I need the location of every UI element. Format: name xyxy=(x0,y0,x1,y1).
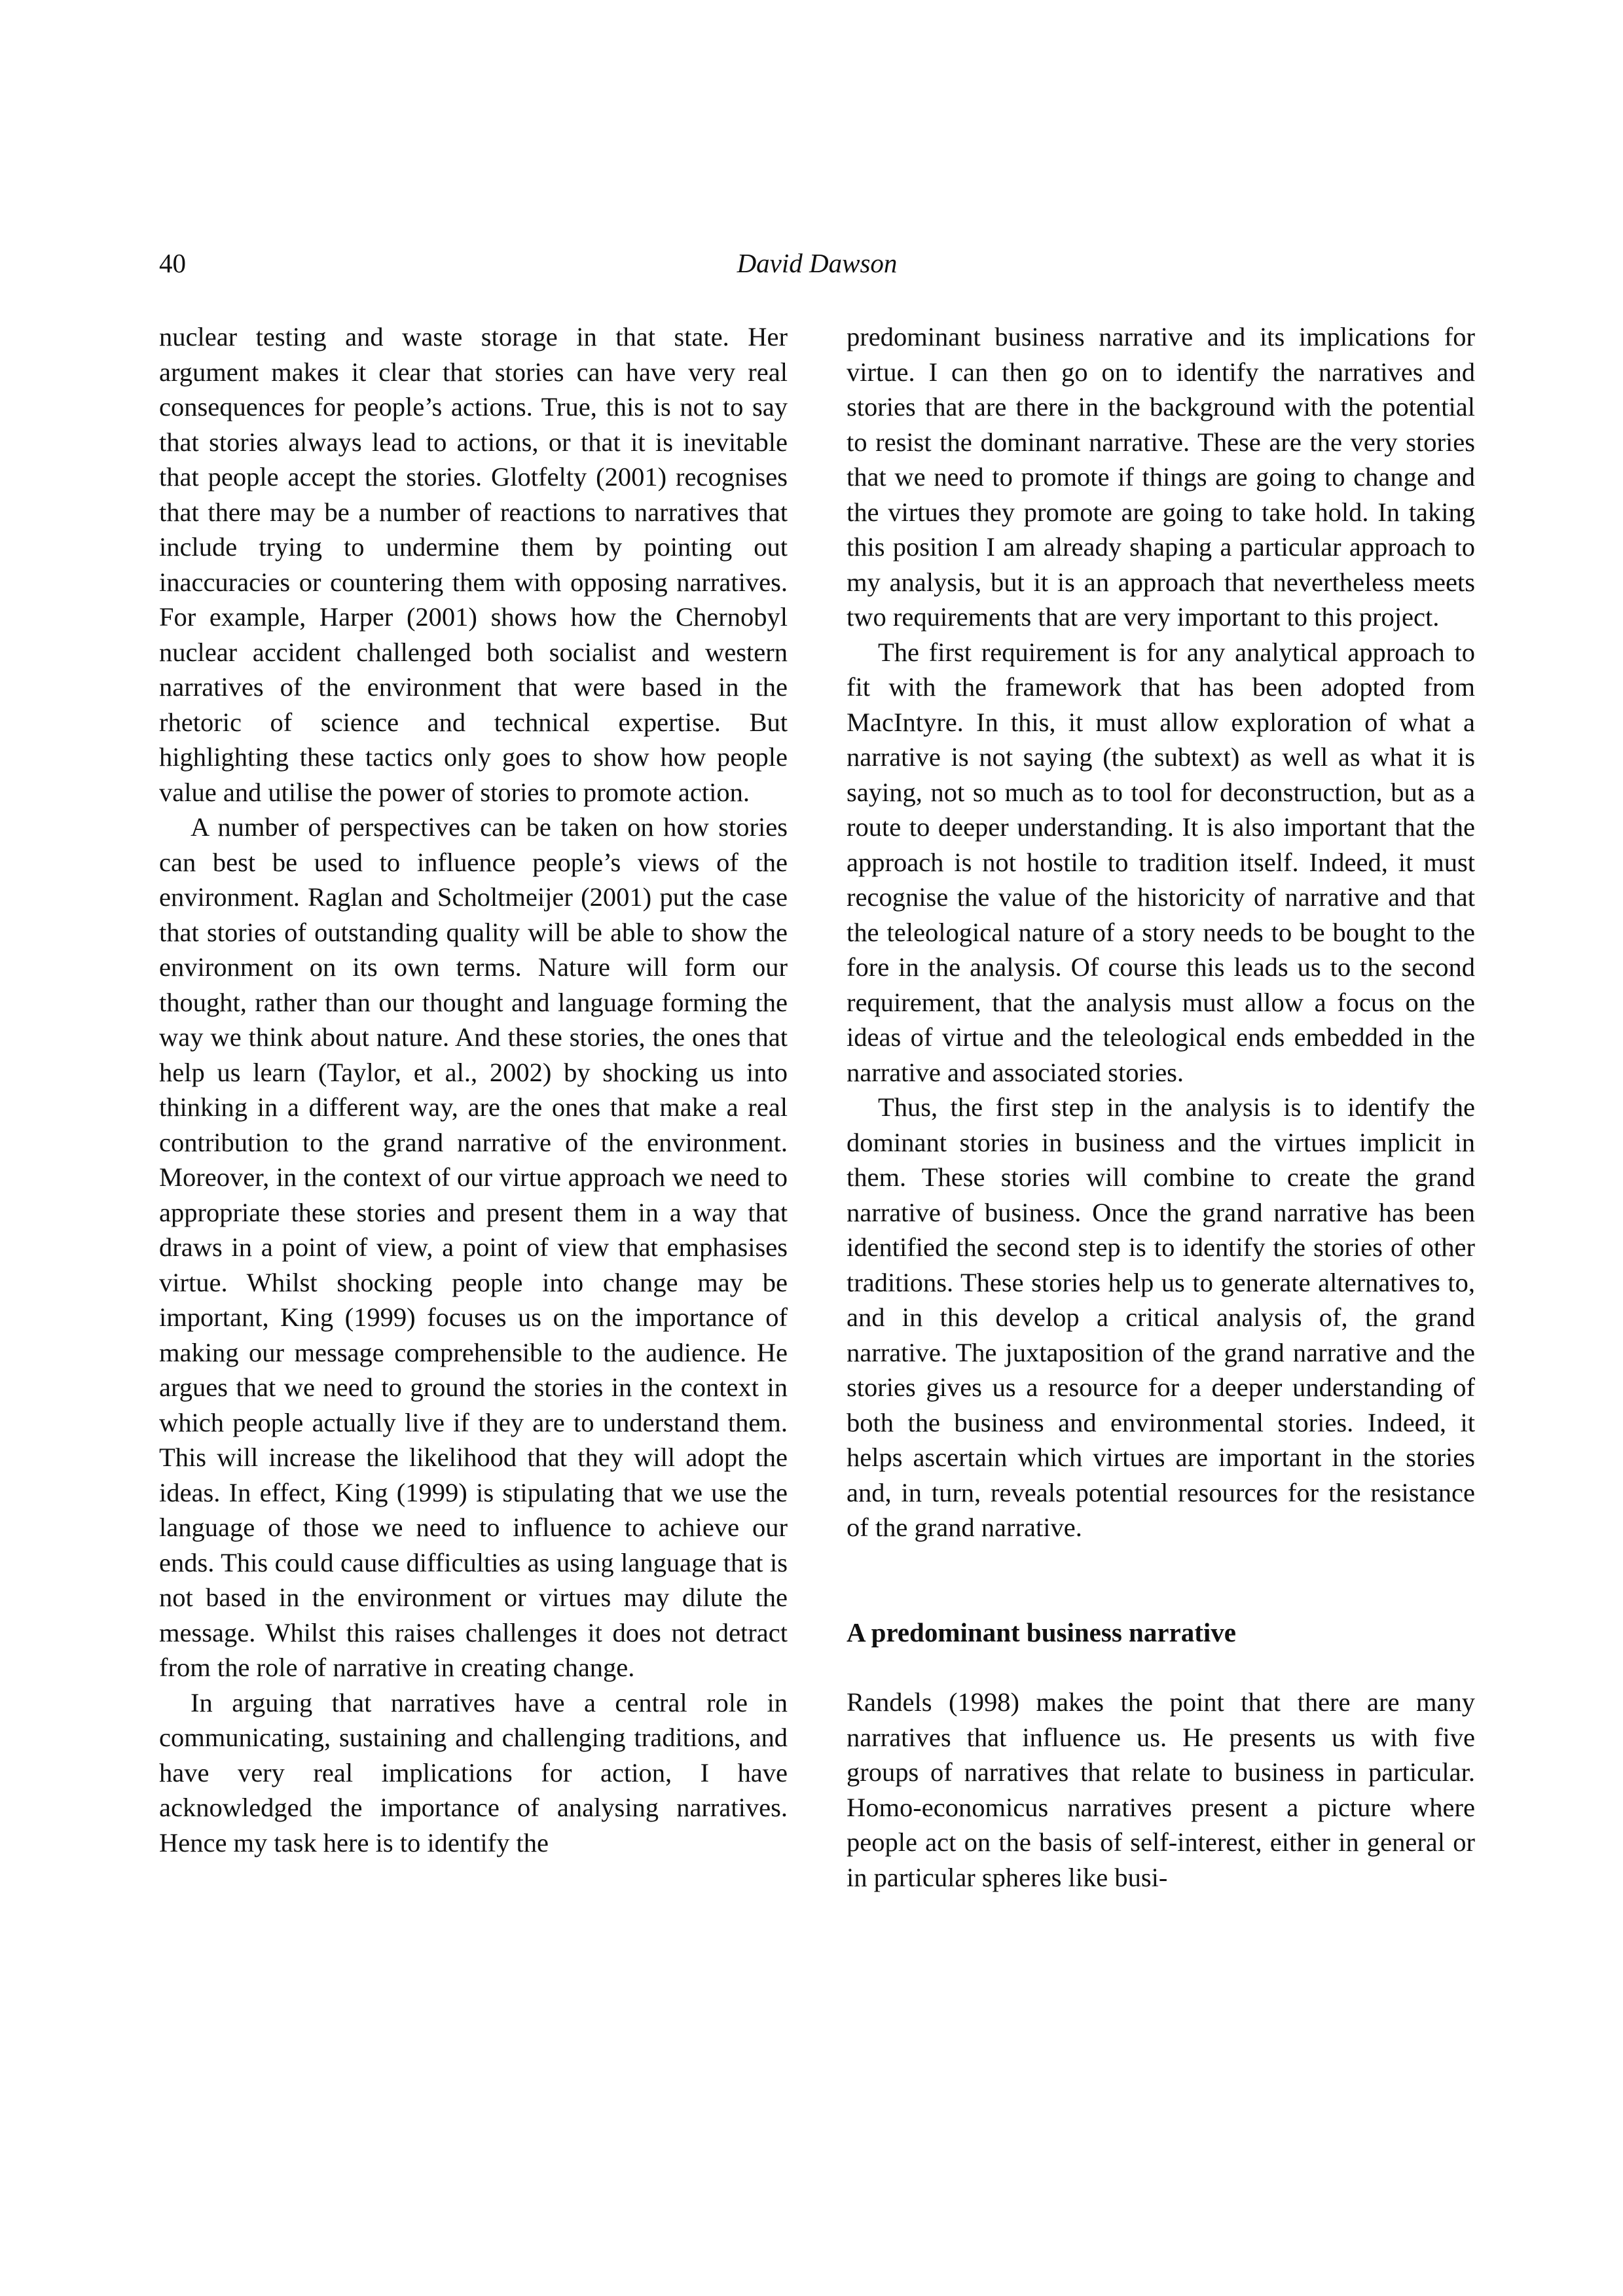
body-paragraph: In arguing that narratives have a central role in communicating, sustaining and challenging traditions, and have very real implications for action, I have acknowledged the importance of analysing narratives. Hence my task here is to identify the xyxy=(159,1687,788,1857)
running-header xyxy=(159,247,1475,287)
running-author: David Dawson xyxy=(737,248,898,278)
right-column xyxy=(847,319,1475,1895)
body-paragraph: Thus, the first step in the analysis is to identify the dominant stories in business and the virtues implicit in them. These stories will combine to create the grand narrative of business. Once the grand narrative has been identified the second step is to identify the stories of other traditions. These stories help us to generate alternatives to, and in this develop a critical analysis of, the grand narrative. The juxtaposition of the grand narrative and the stories gives us a resource for a deeper understanding of both the business and environmental stories. Indeed, it helps ascertain which virtues are important in the stories and, in turn, reveals potential resources for the resistance of the grand narrative. xyxy=(847,1092,1475,1542)
body-paragraph: predominant business narrative and its implications for virtue. I can then go on to identify the narratives and stories that are there in the background with the potential to resist the dominant narrative. These are the very stories that we need to promote if things are going to change and the virtues they promote are going to take hold. In taking this position I am already shaping a particular approach to my analysis, but it is an approach that nevertheless meets two requirements that are very important to this project. xyxy=(847,322,1475,632)
body-paragraph: The first requirement is for any analytical approach to fit with the framework that has been adopted from MacIntyre. In this, it must allow exploration of what a narrative is not saying (the subtext) as well as what it is saying, not so much as to tool for deconstruction, but as a route to deeper understanding. It is also important that the approach is not hostile to tradition itself. Indeed, it must recognise the value of the historicity of narrative and that the teleological nature of a story needs to be bought to the fore in the analysis. Of course this leads us to the second requirement, that the analysis must allow a focus on the ideas of virtue and the teleological ends embedded in the narrative and associated stories. xyxy=(847,637,1475,1087)
body-paragraph: nuclear testing and waste storage in that state. Her argument makes it clear that stories can have very real consequences for people’s actions. True, this is not to say that stories always lead to actions, or that it is inevitable that people accept the stories. Glotfelty (2001) recognises that there may be a number of reactions to narratives that include trying to undermine them by pointing out inaccuracies or countering them with opposing narratives. For example, Harper (2001) shows how the Chernobyl nuclear accident challenged both socialist and western narratives of the environment that were based in the rhetoric of science and technical expertise. But highlighting these tactics only goes to show how people value and utilise the power of stories to promote action. xyxy=(159,322,788,807)
body-paragraph: A number of perspectives can be taken on how stories can best be used to influence people’s views of the environment. Raglan and Scholtmeijer (2001) put the case that stories of outstanding quality will be able to show the environment on its own terms. Nature will form our thought, rather than our thought and language forming the way we think about nature. And these stories, the ones that help us learn (Taylor, et al., 2002) by shocking us into thinking in a different way, are the ones that make a real contribution to the grand narrative of the environment. Moreover, in the context of our virtue approach we need to appropriate these stories and present them in a way that draws in a point of view, a point of view that emphasises virtue. Whilst shocking people into change may be important, King (1999) focuses us on the importance of making our message comprehensible to the audience. He argues that we need to ground the stories in the context in which people actually live if they are to understand them. This will increase the likelihood that they will adopt the ideas. In effect, King (1999) is stipulating that we use the language of those we need to influence to achieve our ends. This could cause difficulties as using language that is not based in the environment or virtues may dilute the message. Whilst this raises challenges it does not detract from the role of narrative in creating change. xyxy=(159,812,788,1682)
left-column xyxy=(159,319,788,1860)
section-heading: A predominant business narrative xyxy=(847,1617,1236,1647)
page-number: 40 xyxy=(159,248,186,278)
body-paragraph: Randels (1998) makes the point that there are many narratives that influence us. He presents us with five groups of narratives that relate to business in particular. Homo-economicus narratives present a picture where people act on the basis of self-interest, either in general or in particular spheres like busi- xyxy=(847,1687,1475,1892)
